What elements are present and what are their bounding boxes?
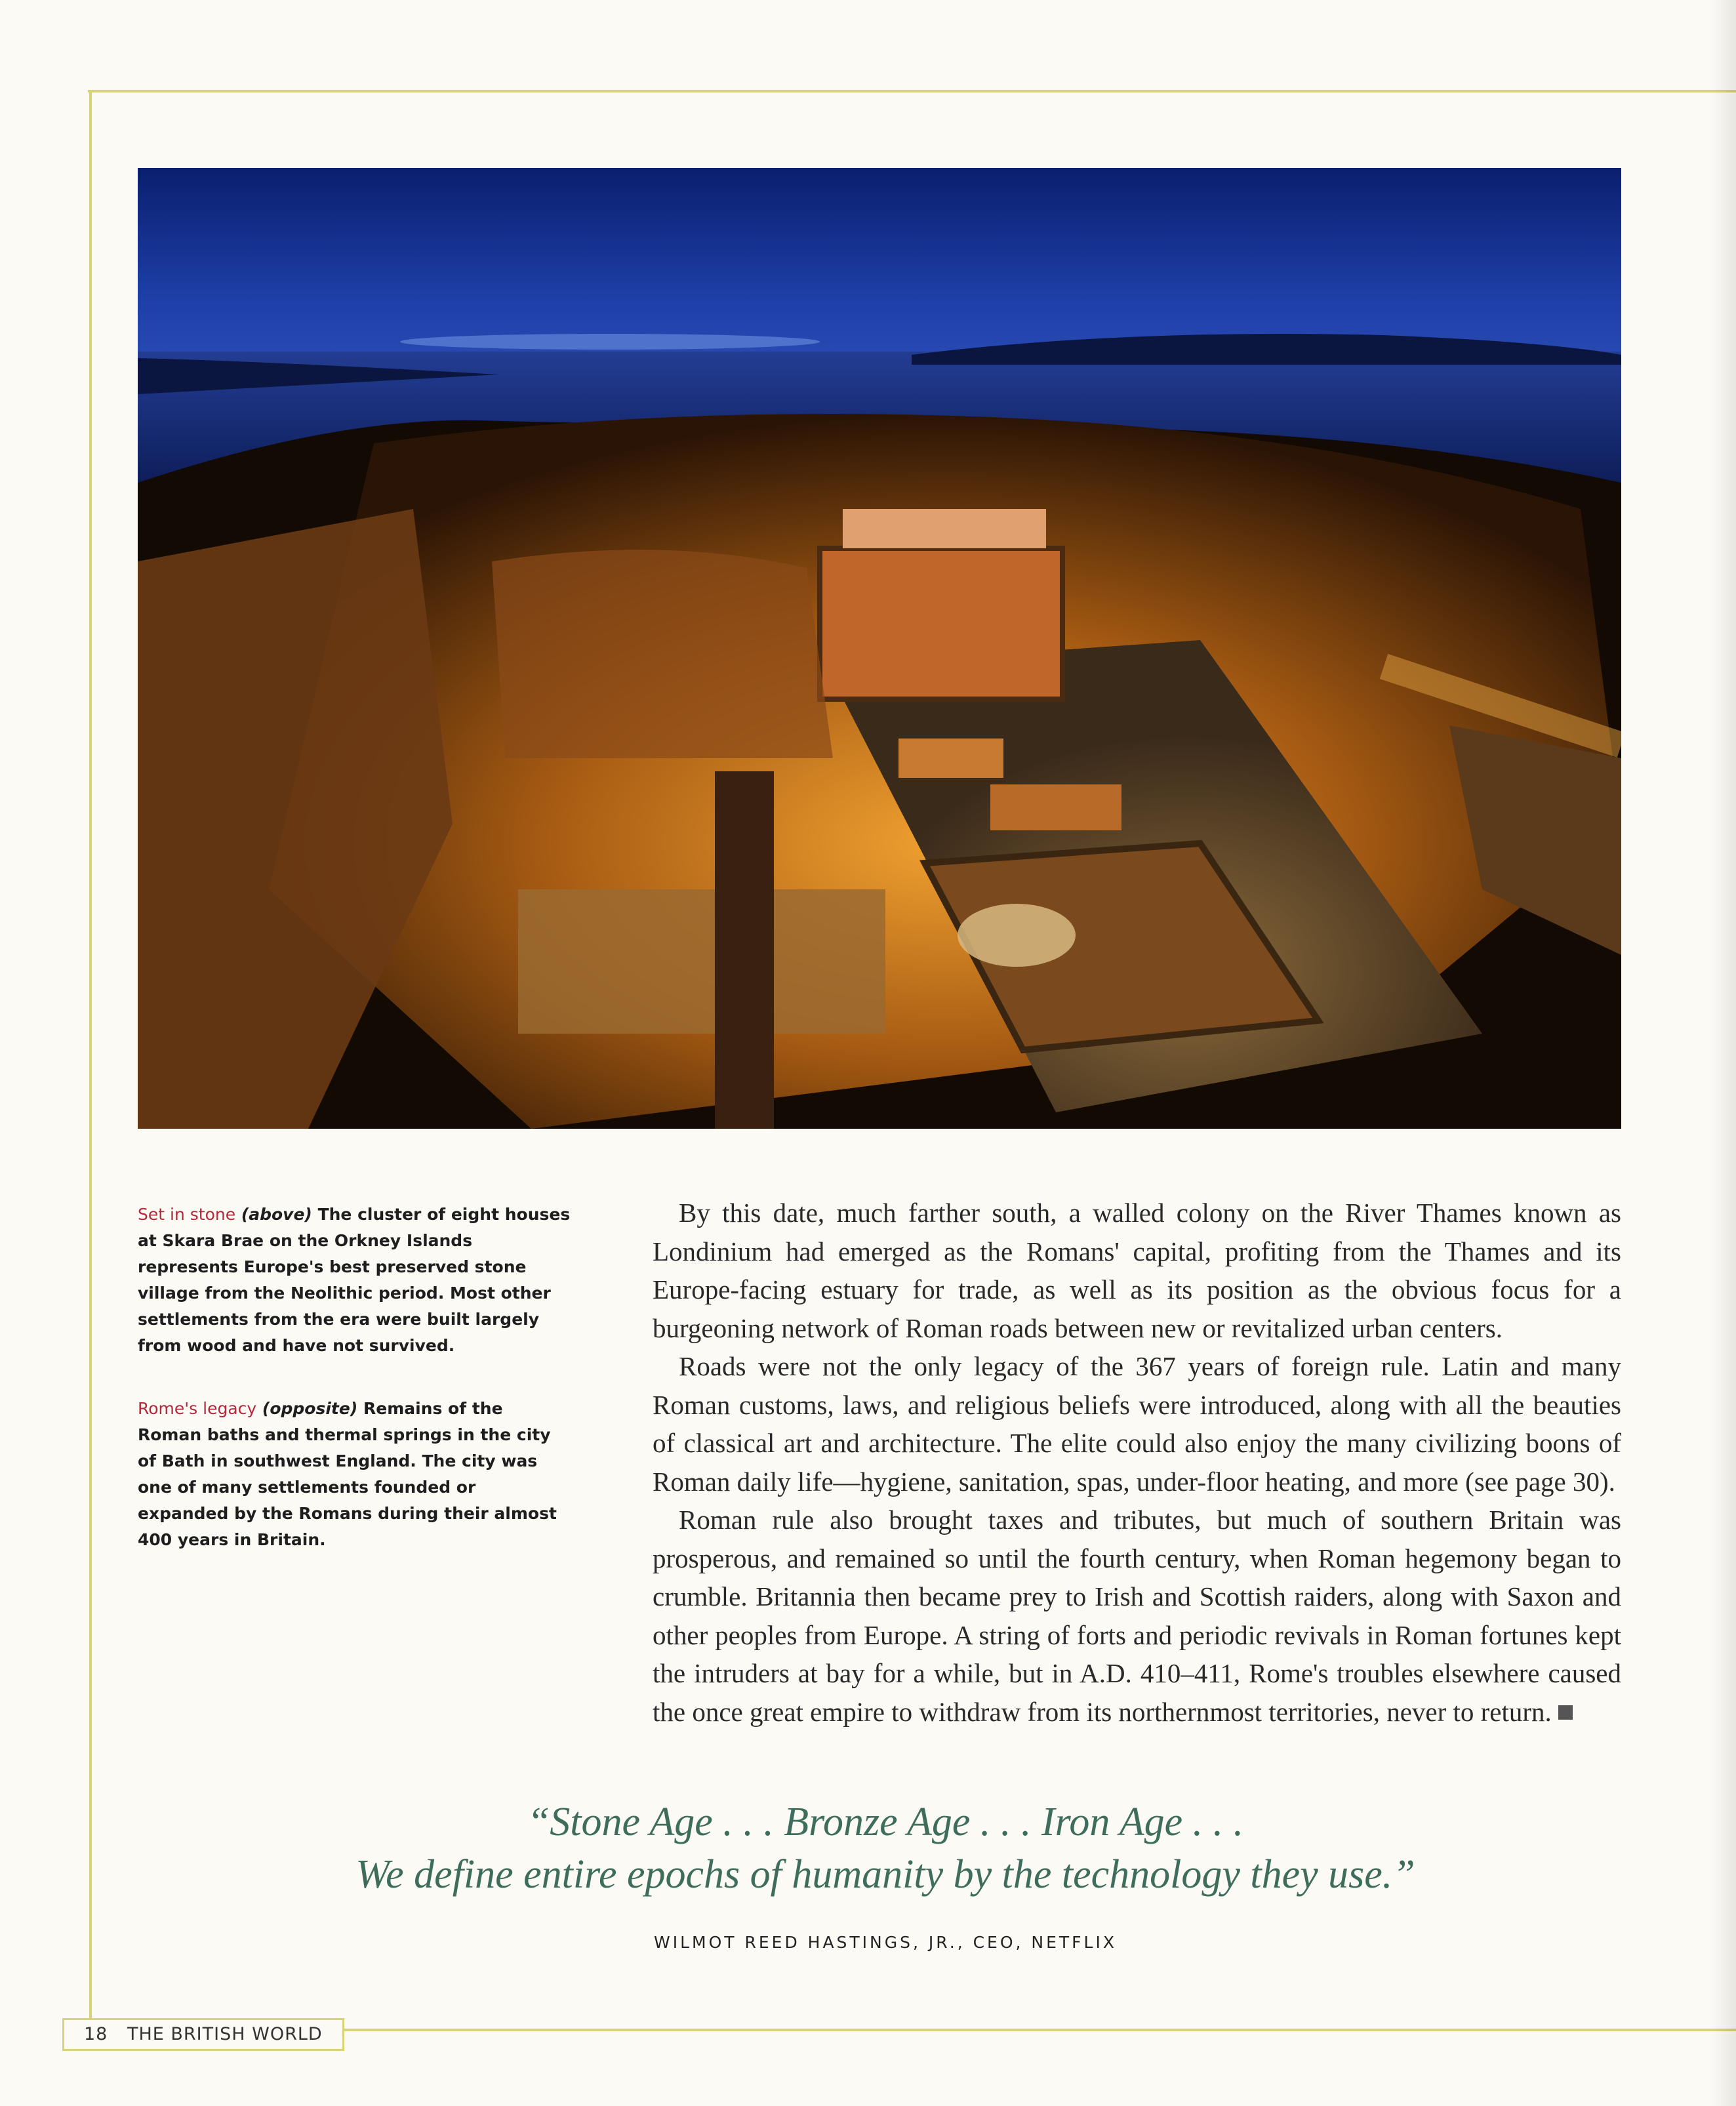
page-frame-left: [89, 90, 92, 2031]
caption-romes-legacy: [138, 1396, 571, 1553]
page-folio: [62, 2018, 344, 2051]
end-mark-icon: [1558, 1705, 1573, 1720]
body-paragraph-last: [653, 1501, 1621, 1731]
section-title: THE BRITISH WORLD: [127, 2024, 323, 2044]
skara-brae-photo: [138, 168, 1621, 1129]
caption-note: (above): [241, 1205, 312, 1224]
page-curve-shadow: [1710, 0, 1736, 2106]
caption-note: (opposite): [262, 1399, 358, 1418]
quote-line-2: We define entire epochs of humanity by the technology they use.”: [355, 1852, 1415, 1897]
caption-lead: Set in stone: [138, 1205, 236, 1224]
page-number: 18: [84, 2024, 108, 2044]
body-paragraph: By this date, much farther south, a walled colony on the River Thames known as Londinium had emerged as the Romans' capital, profiting from the Thames and its Europe-facing estuary for trade, as well as its position as the obvious focus for a burgeoning network of Roman roads between new or revitalized urban centers.: [653, 1198, 1621, 1343]
pull-quote: [197, 1796, 1574, 1901]
caption-text: The cluster of eight houses at Skara Brae on the Orkney Islands represents Europe's best preserved stone village from the Neolithic period. Most other settlements from the era were built largely from wood and have not survived.: [138, 1205, 571, 1355]
caption-text: Remains of the Roman baths and thermal springs in the city of Bath in southwest England. The city was one of many settlements founded or expanded by the Romans during their almost 400 years in Britain.: [138, 1399, 557, 1549]
body-paragraph-text: Roman rule also brought taxes and tributes, but much of southern Britain was prosperous, and remained so until the fourth century, when Roman hegemony began to crumble. Britannia then became prey to Irish and Scottish raiders, along with Saxon and other peoples from Europe. A string of forts and periodic revivals in Roman fortunes kept the intruders at bay for a while, but in A.D. 410–411, Rome's troubles elsewhere caused the once great empire to withdraw from its northernmost territories, never to return.: [653, 1505, 1621, 1727]
caption-lead: Rome's legacy: [138, 1399, 257, 1418]
body-paragraph: Roads were not the only legacy of the 367 years of foreign rule. Latin and many Roman customs, laws, and religious beliefs were introduced, along with all the beauties of classical art and architecture. The elite could also enjoy the many civilizing boons of Roman daily life—hygiene, sanitation, spas, under-floor heating, and more (see page 30).: [653, 1351, 1621, 1497]
caption-set-in-stone: [138, 1202, 571, 1359]
body-text: [653, 1194, 1621, 1731]
page-frame-top: [88, 90, 1736, 92]
quote-attribution: WILMOT REED HASTINGS, JR., CEO, NETFLIX: [654, 1933, 1117, 1952]
quote-line-1: “Stone Age . . . Bronze Age . . . Iron Age . . .: [527, 1800, 1244, 1844]
page-frame-bottom: [321, 2029, 1736, 2031]
